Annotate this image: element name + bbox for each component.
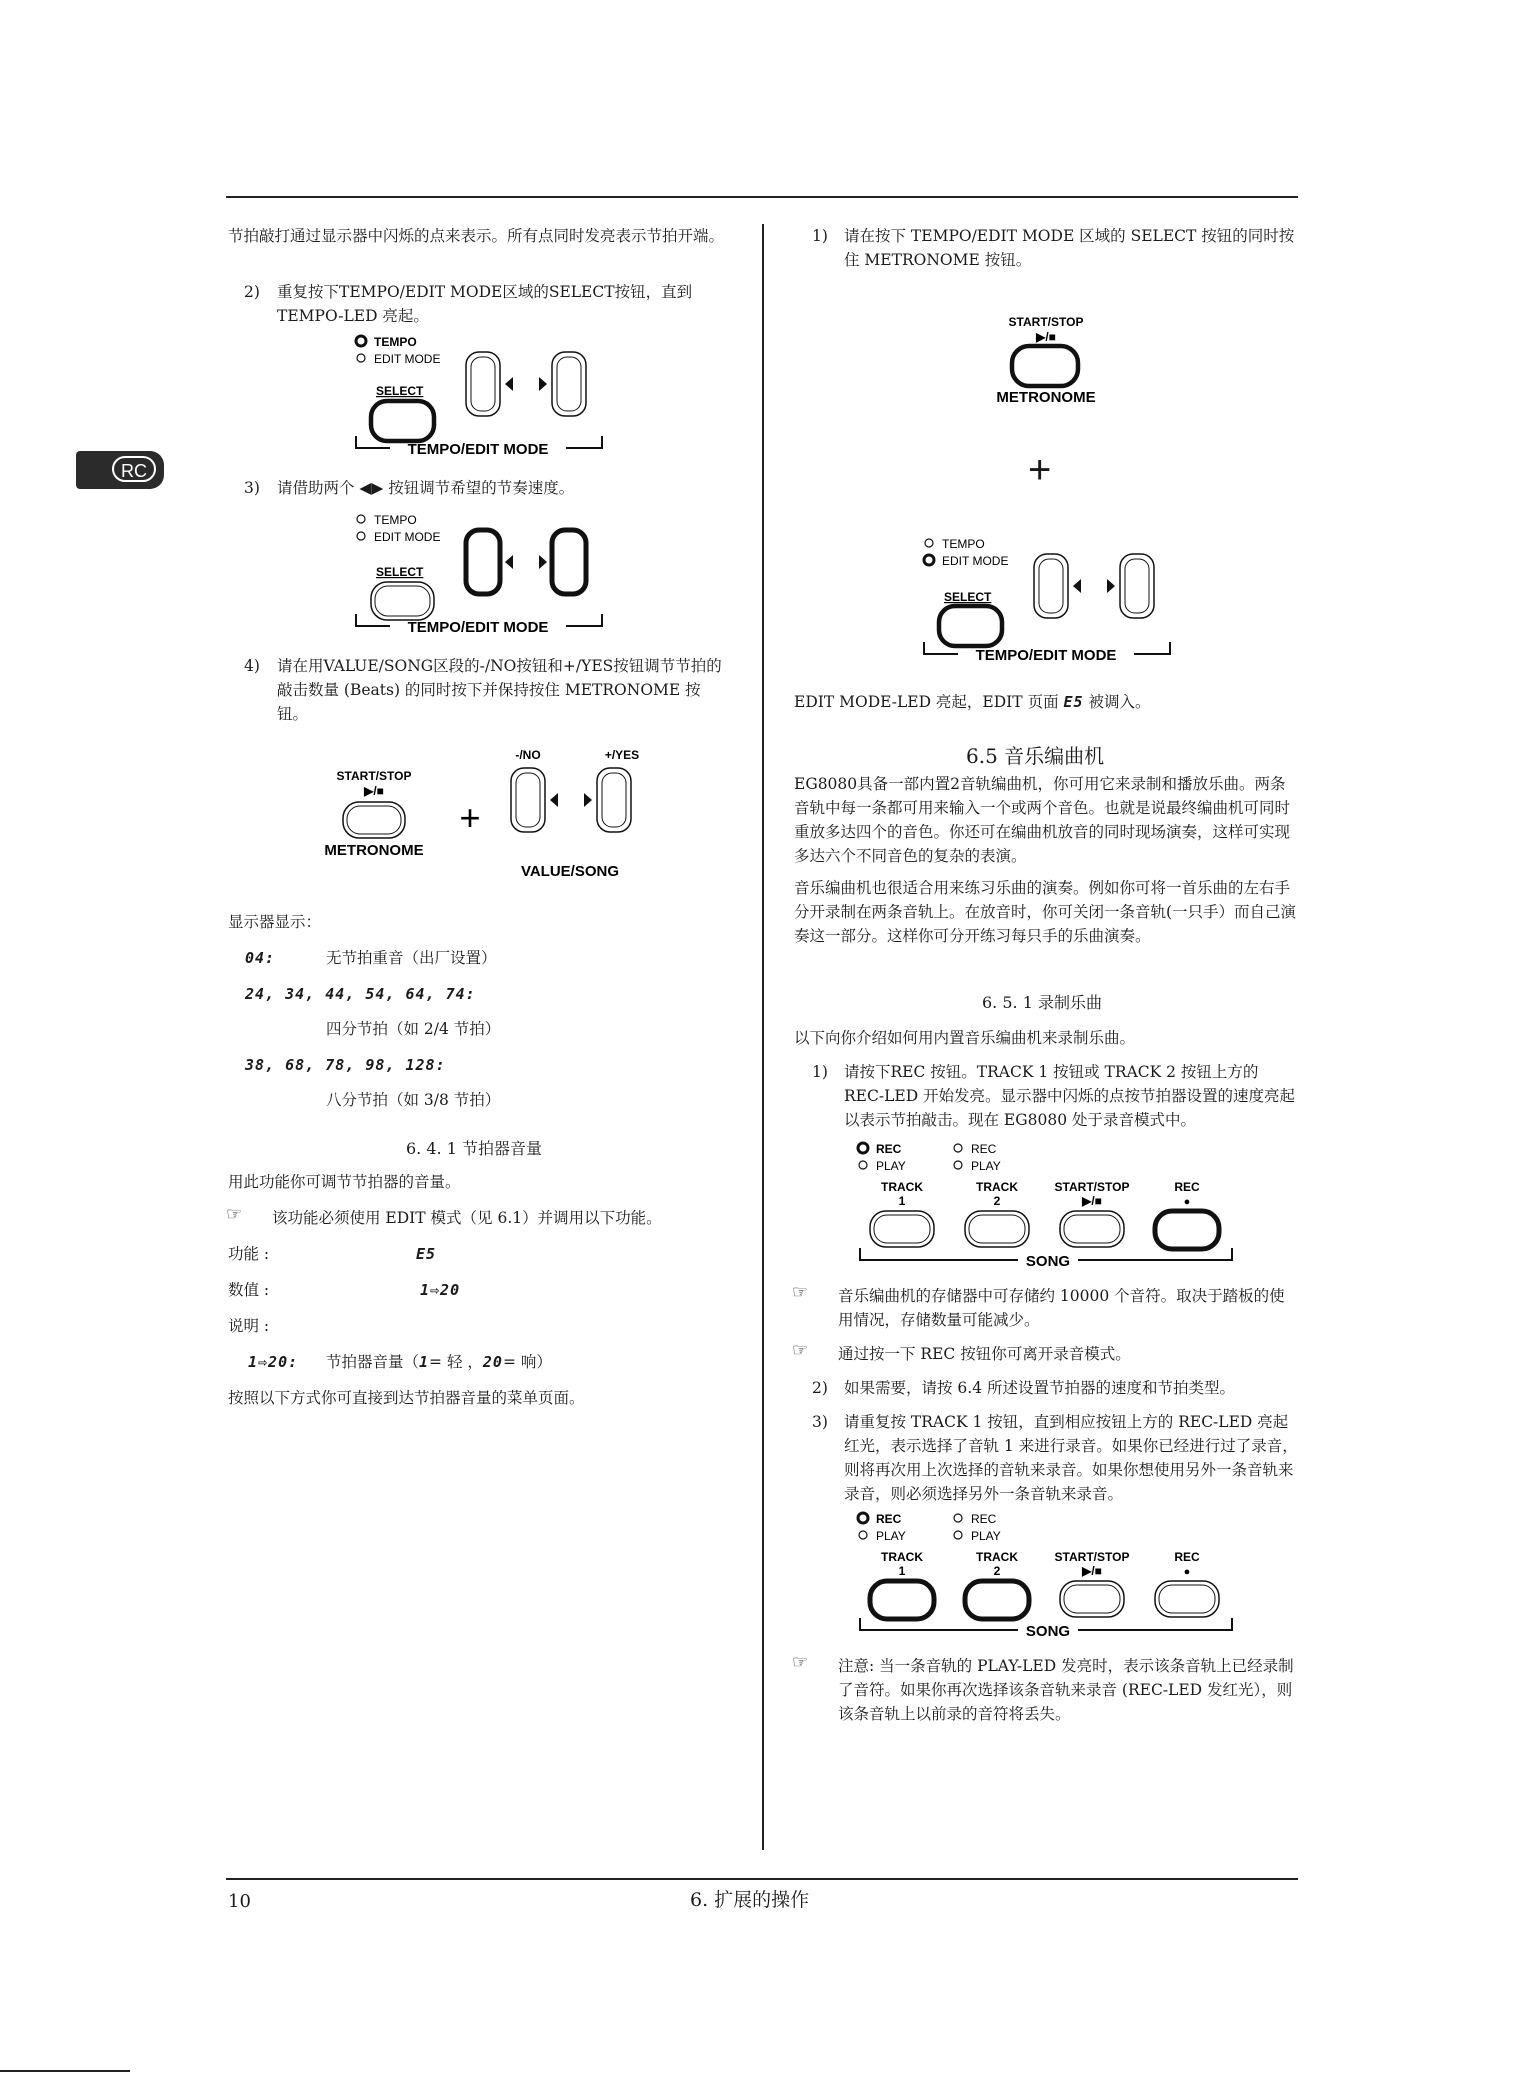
right-plus-sign: + <box>1028 448 1052 492</box>
section-651-heading: 6. 5. 1 录制乐曲 <box>982 993 1102 1012</box>
minus-no-label: -/NO <box>515 748 541 762</box>
display-desc-1: 无节拍重音（出厂设置） <box>326 949 497 967</box>
song1-start-stop-label: START/STOP <box>1054 1180 1130 1194</box>
step2-number: 2) <box>244 283 260 301</box>
explain-code: 1⇨20: <box>248 1353 299 1371</box>
right-select-label: SELECT <box>944 590 992 604</box>
function-value: E5 <box>416 1245 437 1263</box>
explain-desc-part-b: = 轻 ， <box>429 1353 483 1371</box>
panel2-right-button[interactable] <box>552 530 586 594</box>
panel2-tempo-label: TEMPO <box>374 513 417 527</box>
value-range: 1⇨20 <box>420 1281 461 1299</box>
plus-yes-label: +/YES <box>604 748 640 762</box>
right-metronome-button[interactable] <box>1012 346 1078 386</box>
right-rstep1-text: 请按下REC 按钮。TRACK 1 按钮或 TRACK 2 按钮上方的 REC-LED 开始发亮。显示器中闪烁的点按节拍器设置的速度亮起以表示节拍敲击。现在 EG8080 处于录音模式中。 <box>844 1063 1296 1129</box>
right-metronome-label: METRONOME <box>996 389 1096 406</box>
panel2-select-label: SELECT <box>376 565 424 579</box>
song2-rec-label: REC <box>1174 1550 1200 1564</box>
step3-number: 3) <box>244 479 260 497</box>
song1-rec-label: REC <box>1174 1180 1200 1194</box>
pointing-hand-icon: ☞ <box>792 1282 809 1303</box>
exit-record-note: 通过按一下 REC 按钮你可离开录音模式。 <box>838 1345 1131 1363</box>
song-panel-1 <box>848 1136 1248 1276</box>
language-tab <box>76 451 164 489</box>
metronome-button[interactable] <box>343 802 405 838</box>
column-divider <box>762 224 764 1850</box>
right-edit-mode-label: EDIT MODE <box>942 554 1009 568</box>
song2-play-stop-symbol: ▶/■ <box>1082 1564 1102 1578</box>
step4-number: 4) <box>244 657 260 675</box>
panel2-edit-mode-label: EDIT MODE <box>374 530 441 544</box>
edit-page-code: E5 <box>1063 693 1084 711</box>
right-arrow-icon <box>1107 579 1115 593</box>
plus-sign: + <box>459 797 481 838</box>
right-arrow-icon <box>539 377 547 391</box>
panel1-tempo-label: TEMPO <box>374 335 417 349</box>
song1-rec-button[interactable] <box>1155 1211 1219 1249</box>
step4-text: 请在用VALUE/SONG区段的-/NO按钮和+/YES按钮调节节拍的敲击数量 (Beats) 的同时按下并保持按住 METRONOME 按钮。 <box>277 657 722 723</box>
display-desc-3: 八分节拍（如 3/8 节拍） <box>326 1091 501 1109</box>
right-step1-text: 请在按下 TEMPO/EDIT MODE 区域的 SELECT 按钮的同时按住 METRONOME 按钮。 <box>844 227 1295 269</box>
right-rstep3-number: 3) <box>812 1413 828 1431</box>
explain-desc-part-c: = 响） <box>502 1353 552 1371</box>
song2-start-stop-label: START/STOP <box>1054 1550 1130 1564</box>
song1-group-label: SONG <box>1025 1253 1071 1270</box>
display-code-1: 04: <box>245 949 276 967</box>
tempo-edit-panel-2 <box>340 508 620 644</box>
edit-mode-led-text <box>794 690 1151 714</box>
panel2-left-button[interactable] <box>466 530 500 594</box>
step2-text: 重复按下TEMPO/EDIT MODE区域的SELECT按钮，直到TEMPO-LED 亮起。 <box>277 283 693 325</box>
right-rstep3-text: 请重复按 TRACK 1 按钮，直到相应按钮上方的 REC-LED 亮起红光，表示选择了音轨 1 来进行录音。如果你已经进行过了录音，则将再次用上次选择的音轨来录音。如果你想使用另外一条音轨来录音，则必须选择另外一条音轨来录音。 <box>844 1413 1298 1503</box>
song1-track2-label: TRACK <box>976 1180 1018 1194</box>
song2-track2-number: 2 <box>993 1564 1001 1578</box>
metronome-value-panel <box>300 744 660 884</box>
panel1-group-label: TEMPO/EDIT MODE <box>407 441 549 458</box>
song1-track1-play-label: PLAY <box>876 1159 906 1173</box>
explain-low-value: 1 <box>419 1353 430 1371</box>
metronome-start-stop-label: START/STOP <box>336 769 412 783</box>
panel1-edit-mode-label: EDIT MODE <box>374 352 441 366</box>
song1-track2-rec-label: REC <box>971 1142 997 1156</box>
song2-group-label: SONG <box>1025 1623 1071 1640</box>
right-metronome-panel <box>970 310 1120 410</box>
page-number: 10 <box>228 1891 251 1912</box>
song1-track2-number: 2 <box>993 1194 1001 1208</box>
direct-access-text: 按照以下方式你可直接到达节拍器音量的菜单页面。 <box>228 1389 585 1407</box>
right-step1-number: 1) <box>812 227 828 245</box>
right-tempo-edit-panel <box>908 530 1188 670</box>
song1-track1-button[interactable] <box>870 1211 934 1247</box>
explain-description <box>326 1350 552 1374</box>
edit-line-part-a: EDIT MODE-LED 亮起，EDIT 页面 <box>794 693 1059 711</box>
footer-rule <box>226 1878 1298 1880</box>
song1-start-stop-button[interactable] <box>1060 1211 1124 1247</box>
bottom-edge-line <box>0 2070 130 2072</box>
right-arrow-icon <box>539 555 547 569</box>
right-select-button[interactable] <box>939 606 1002 646</box>
left-intro: 节拍敲打通过显示器中闪烁的点来表示。所有点同时发亮表示节拍开端。 <box>228 227 725 245</box>
function-label: 功能 : <box>228 1245 270 1263</box>
step3-text: 请借助两个 ◀▶ 按钮调节希望的节奏速度。 <box>277 479 575 497</box>
song2-track2-button[interactable] <box>965 1581 1029 1619</box>
song-panel-2 <box>848 1506 1248 1646</box>
song1-track1-label: TRACK <box>881 1180 923 1194</box>
tempo-edit-panel-1 <box>340 330 620 466</box>
pointing-hand-icon: ☞ <box>792 1652 809 1673</box>
song1-track2-play-label: PLAY <box>971 1159 1001 1173</box>
explain-desc-part-a: 节拍器音量（ <box>326 1353 420 1371</box>
right-group-label: TEMPO/EDIT MODE <box>975 647 1117 664</box>
song1-rec-dot: ● <box>1183 1196 1191 1208</box>
song1-play-stop-symbol: ▶/■ <box>1082 1194 1102 1208</box>
song2-rec-dot: ● <box>1183 1566 1191 1578</box>
panel2-select-button[interactable] <box>371 582 434 620</box>
song2-track1-number: 1 <box>898 1564 906 1578</box>
song2-track1-button[interactable] <box>870 1581 934 1619</box>
explain-high-value: 20 <box>482 1353 503 1371</box>
display-label: 显示器显示： <box>228 913 322 931</box>
explain-label: 说明 : <box>228 1317 270 1335</box>
left-arrow-icon <box>550 793 558 807</box>
metronome-label: METRONOME <box>324 842 424 859</box>
pointing-hand-icon: ☞ <box>226 1204 243 1225</box>
value-label: 数值 : <box>228 1281 270 1299</box>
header-rule <box>226 196 1298 198</box>
value-song-label: VALUE/SONG <box>520 863 620 880</box>
section-65-heading: 6.5 音乐编曲机 <box>966 744 1105 768</box>
song2-track1-play-label: PLAY <box>876 1529 906 1543</box>
song2-track1-rec-label: REC <box>876 1512 902 1526</box>
left-arrow-icon <box>1073 579 1081 593</box>
section-641-heading: 6. 4. 1 节拍器音量 <box>406 1139 542 1158</box>
panel2-group-label: TEMPO/EDIT MODE <box>407 619 549 636</box>
right-rstep2-text: 如果需要，请按 6.4 所述设置节拍器的速度和节拍类型。 <box>844 1379 1236 1397</box>
left-arrow-icon <box>505 555 513 569</box>
display-code-3: 38, 68, 78, 98, 128: <box>245 1056 446 1074</box>
record-intro: 以下向你介绍如何用内置音乐编曲机来录制乐曲。 <box>794 1029 1136 1047</box>
warning-note: 注意: 当一条音轨的 PLAY-LED 发亮时，表示该条音轨上已经录制了音符。如果你再次选择该条音轨来录音 (REC-LED 发红光），则该条音轨上以前录的音符将丢失。 <box>838 1657 1294 1723</box>
song2-track1-label: TRACK <box>881 1550 923 1564</box>
song1-track1-rec-label: REC <box>876 1142 902 1156</box>
chapter-title: 6. 扩展的操作 <box>690 1889 810 1911</box>
display-desc-2: 四分节拍（如 2/4 节拍） <box>326 1020 501 1038</box>
song2-track2-label: TRACK <box>976 1550 1018 1564</box>
right-rstep2-number: 2) <box>812 1379 828 1397</box>
sequencer-paragraph-2: 音乐编曲机也很适合用来练习乐曲的演奏。例如你可将一首乐曲的左右手分开录制在两条音轨上。在放音时，你可关闭一条音轨(一只手）而自己演奏这一部分。这样你可分开练习每只手的乐曲演奏。 <box>794 879 1297 945</box>
right-start-stop-label: START/STOP <box>1008 315 1084 329</box>
sequencer-paragraph-1: EG8080具备一部内置2音轨编曲机，你可用它来录制和播放乐曲。两条音轨中每一条都可用来输入一个或两个音色。也就是说最终编曲机可同时重放多达四个的音色。你还可在编曲机放音的同时现场演奏，这样可实现多达六个不同音色的复杂的表演。 <box>794 775 1291 865</box>
right-tempo-label: TEMPO <box>942 537 985 551</box>
right-rstep1-number: 1) <box>812 1063 828 1081</box>
song2-start-stop-button[interactable] <box>1060 1581 1124 1617</box>
song2-track2-rec-label: REC <box>971 1512 997 1526</box>
right-play-stop-symbol: ▶/■ <box>1036 330 1056 344</box>
pointing-hand-icon: ☞ <box>792 1340 809 1361</box>
panel1-select-label: SELECT <box>376 384 424 398</box>
memory-note: 音乐编曲机的存储器中可存储约 10000 个音符。取决于踏板的使用情况，存储数量可能减少。 <box>838 1287 1285 1329</box>
left-arrow-icon <box>505 377 513 391</box>
edit-mode-note: 该功能必须使用 EDIT 模式（见 6.1）并调用以下功能。 <box>272 1209 662 1227</box>
song2-rec-button[interactable] <box>1155 1581 1219 1617</box>
song1-track2-button[interactable] <box>965 1211 1029 1247</box>
edit-line-part-b: 被调入。 <box>1088 693 1151 711</box>
panel1-select-button[interactable] <box>371 401 434 441</box>
metronome-play-stop-symbol: ▶/■ <box>364 784 384 798</box>
language-tab-label: RC <box>112 456 156 482</box>
song2-track2-play-label: PLAY <box>971 1529 1001 1543</box>
right-arrow-icon <box>584 793 592 807</box>
display-code-2: 24, 34, 44, 54, 64, 74: <box>245 985 476 1003</box>
volume-intro: 用此功能你可调节节拍器的音量。 <box>228 1173 461 1191</box>
song1-track1-number: 1 <box>898 1194 906 1208</box>
